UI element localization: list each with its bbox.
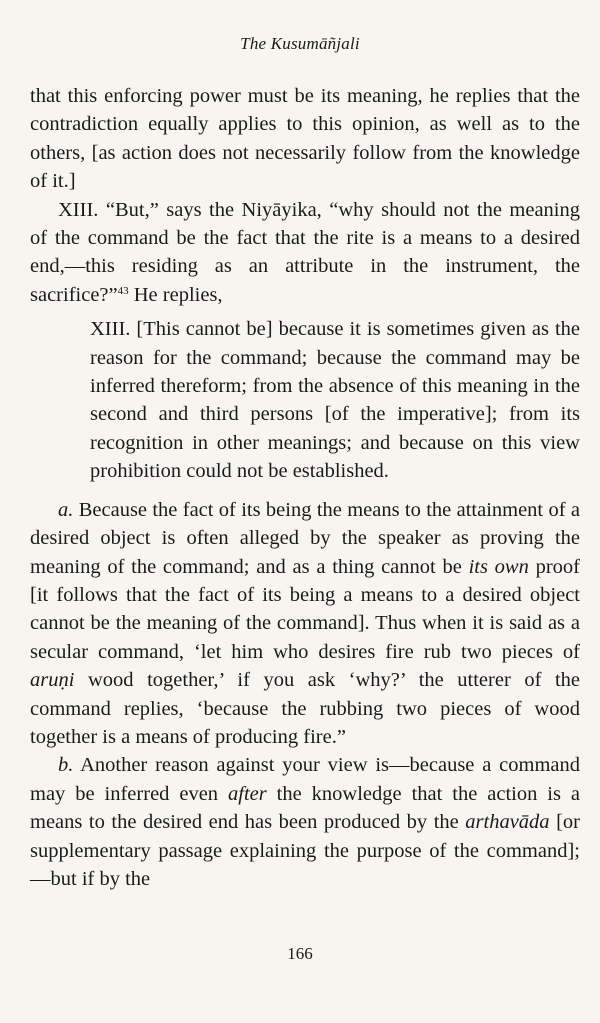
page-body [30,82,580,893]
paragraph-continuation [30,82,580,196]
paragraph-text: that this enforcing power must be its meaning, he replies that the contradiction equally applies to this opinion, as well as to the others, [as action does not necessarily follow from the knowledge of it.] [30,85,580,193]
paragraph-text: Another reason against your view is—because a command may be inferred even [30,754,580,805]
paragraph-text: proof [it follows that the fact of its being a means to a desired object cannot be the meaning of the command]. Thus when it is said as a secular command, ‘let him who desires fire rub two pieces of [30,555,581,663]
paragraph-label: a. [58,498,74,521]
paragraph-text: XIII. “But,” says the Niyāyika, “why should not the meaning of the command be the fact that the rite is a means to a desired end,—this residing as an attribute in the instrument, the sacrifice?” [30,198,580,306]
paragraph-text: [or supplementary passage explaining the purpose of the command];—but if by the [30,811,580,890]
paragraph-text: Because the fact of its being the means to the attainment of a desired object is often alleged by the speaker as proving the meaning of the command; and as a thing cannot be [30,498,580,578]
sutra-text: XIII. [This cannot be] because it is sometimes given as the reason for the command; because the command may be inferred thereform; from the absence of this meaning in the second and third persons [of the imperative]; from its recognition in other meanings; and because on this view prohibition could not be established. [90,318,580,483]
paragraph-label: b. [58,754,74,777]
paragraph-text: wood together,’ if you ask ‘why?’ the utterer of the command replies, ‘because the rubbing two pieces of wood together is a means of producing fire.” [30,669,580,748]
page-number: 166 [287,944,313,963]
paragraph-objection [30,196,580,310]
sutra-quotation [30,315,580,485]
running-header: The Kusumāñjali [240,34,360,53]
emphasis-text: its own [468,555,529,578]
paragraph-b [30,751,580,893]
paragraph-text: He replies, [128,283,223,306]
emphasis-text: arthavāda [465,811,550,834]
footnote-marker: 43 [117,284,129,297]
paragraph-text: the knowledge that the action is a means to the desired end has been produced by the [30,782,581,834]
emphasis-text: after [228,782,267,805]
paragraph-a [30,496,580,752]
emphasis-text: aruṇi [30,669,75,692]
